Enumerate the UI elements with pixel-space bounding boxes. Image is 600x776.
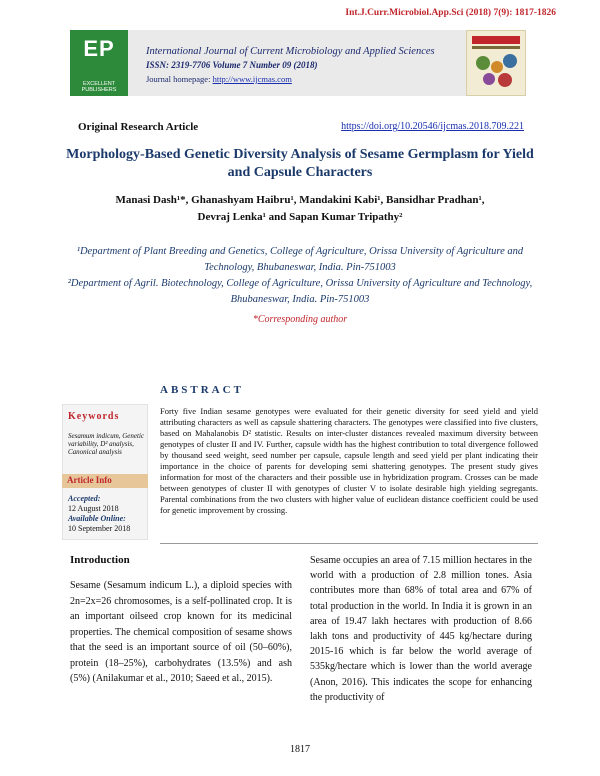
homepage-link[interactable]: http://www.ijcmas.com [212, 74, 292, 84]
author-list [60, 192, 540, 226]
cover-illustration [467, 31, 525, 95]
body-column-right: Sesame occupies an area of 7.15 million hectares in the world with a production of 2.8 million tones. Asia contributes more than 68% of total area and 67% of total production in the world. In India it is grown in an area of 19.47 lakh hectares with production of 8.66 lakh tons and productivity of 445 kg/hectare during 2015-16 which is far below the world average of 535kg/hectare which is lower than the world average (Anon, 2016). This indicates the scope for enhancing the productivity of [310, 555, 532, 703]
authors-line-2: Devraj Lenka¹ and Sapan Kumar Tripathy² [197, 211, 403, 223]
article-info-heading: Article Info [67, 475, 112, 485]
introduction-heading: Introduction [70, 554, 130, 566]
keywords-list: Sesamum indicum, Genetic variability, D² analysis, Canonical analysis [68, 432, 145, 456]
body-column-left: Sesame (Sesamum indicum L.), a diploid species with 2n=2x=26 chromosomes, is a self-pollinated crop. It is an important oilseed crop known for its medicinal properties. The chemical composition of sesame shows that the seed is an important source of oil (50–60%), protein (18–25%), carbohydrates (13.5%) and ash (5%) (Anilakumar et al., 2010; Saeed et al., 2015). [70, 580, 292, 684]
abstract-text: Forty five Indian sesame genotypes were evaluated for their genetic diversity for seed yield and yield attributing characters as well as capsule shattering characters. The genotypes were classified into five clusters, based on Mahalanobis D² statistic. Results on inter-cluster distances revealed maximum diversity between genotypes of cluster II and IV. Further, capsule width has the highest contribution to total divergence followed by thousand seed weight, seed number per capsule, capsule length and seed yield per plant indicating their importance in the choice of parents for developing semi shattering genotypes. The present study gives information for most of the characters and their possible use in hybridization program. Crosses can be made between genotypes of cluster II with genotypes of cluster V to isolate desirable high yielding segregants. Parental combinations from the two clusters with higher value of euclidean distance coefficient could be used for genetic improvement by crossing. [160, 406, 538, 515]
paper-title: Morphology-Based Genetic Diversity Analysis of Sesame Germplasm for Yield and Capsule Characters [66, 147, 534, 180]
journal-name: International Journal of Current Microbiology and Applied Sciences [146, 46, 435, 57]
logo-text: EXCELLENT PUBLISHERS [81, 81, 117, 93]
journal-citation: Int.J.Curr.Microbiol.App.Sci (2018) 7(9): 1817-1826 [345, 8, 556, 18]
homepage-label: Journal homepage: [146, 74, 213, 84]
online-date: 10 September 2018 [68, 524, 131, 533]
journal-cover-image [466, 30, 526, 96]
article-dates [68, 494, 130, 534]
online-label: Available Online: [68, 514, 126, 523]
doi-link[interactable]: https://doi.org/10.20546/ijcmas.2018.709.221 [341, 121, 524, 132]
article-type: Original Research Article [78, 121, 199, 133]
publisher-logo [70, 30, 128, 96]
keywords-heading: Keywords [68, 411, 120, 422]
abstract-divider [160, 543, 538, 544]
affiliation-1: ¹Department of Plant Breeding and Genetics, College of Agriculture, Orissa University of Agriculture and Technology, Bhubaneswar, India. Pin-751003 [76, 246, 524, 273]
accepted-date: 12 August 2018 [68, 504, 119, 513]
page-number: 1817 [290, 744, 310, 755]
corresponding-author-note: *Corresponding author [252, 314, 348, 325]
journal-homepage [146, 74, 292, 84]
affiliations [55, 244, 545, 308]
issn-line: ISSN: 2319-7706 Volume 7 Number 09 (2018) [146, 60, 318, 70]
authors-line-1: Manasi Dash¹*, Ghanashyam Haibru¹, Mandakini Kabi¹, Bansidhar Pradhan¹, [115, 194, 485, 206]
logo-mark: EP [83, 36, 115, 61]
affiliation-2: ²Department of Agril. Biotechnology, College of Agriculture, Orissa University of Agriculture and Technology, Bhubaneswar, India. Pin-751003 [67, 278, 533, 305]
abstract-heading: ABSTRACT [160, 384, 244, 396]
accepted-label: Accepted: [68, 494, 101, 503]
